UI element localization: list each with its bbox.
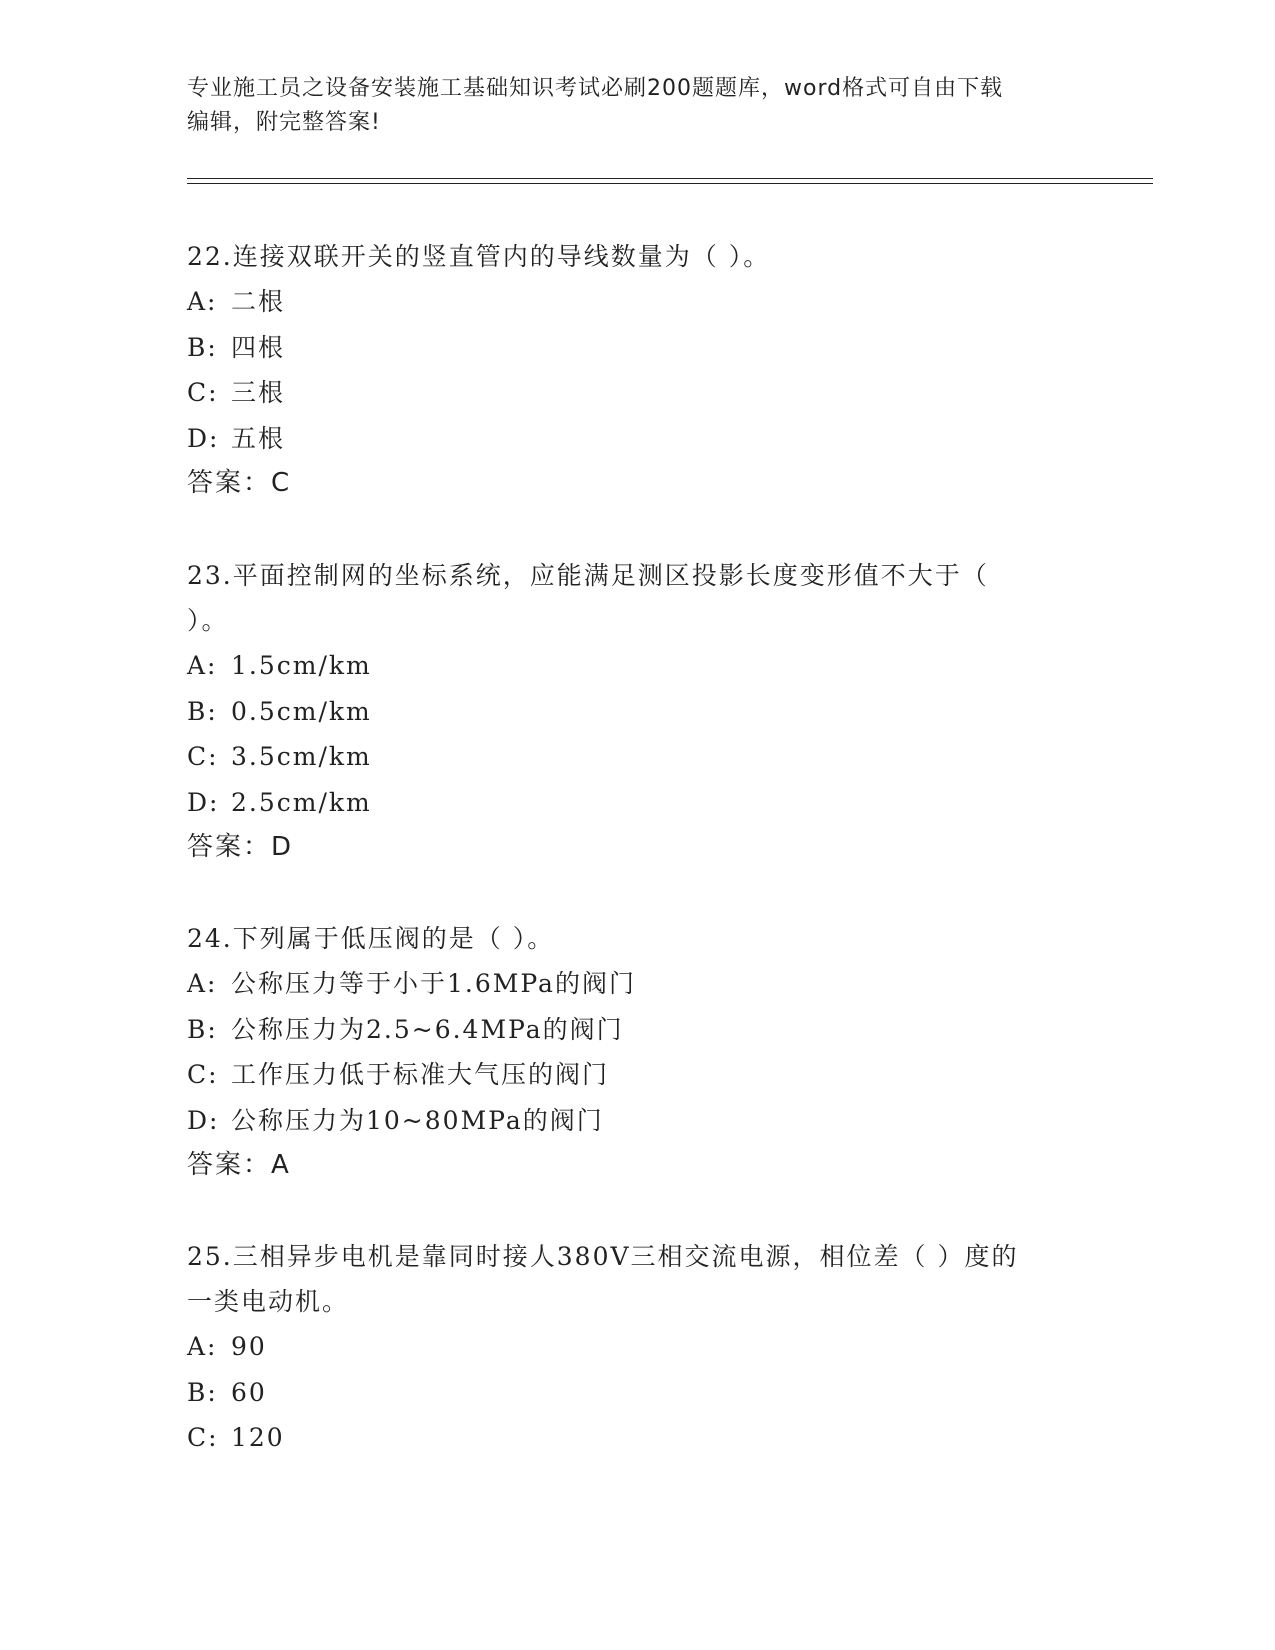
question-stem: 24.下列属于低压阀的是（ ）。 — [187, 924, 555, 953]
option-b — [187, 689, 1087, 735]
option-key: B: — [187, 1014, 218, 1044]
option-key: D: — [187, 787, 220, 817]
option-key: A: — [187, 287, 218, 316]
option-c — [187, 1415, 1087, 1461]
document-header — [187, 72, 1077, 140]
option-text: 1.5cm/km — [231, 651, 372, 680]
answer-line: 答案：A — [187, 1150, 291, 1180]
option-text: 0.5cm/km — [231, 696, 372, 726]
option-a — [187, 643, 1087, 689]
option-text: 公称压力为2.5~6.4MPa的阀门 — [231, 1014, 624, 1044]
option-text: 3.5cm/km — [231, 742, 372, 771]
question-23 — [187, 553, 1087, 870]
option-key: D: — [187, 423, 220, 453]
option-key: C: — [187, 378, 219, 407]
option-b — [187, 1370, 1087, 1416]
question-stem-line-1: 23.平面控制网的坐标系统，应能满足测区投影长度变形值不大于（ — [187, 561, 989, 590]
option-text: 90 — [231, 1332, 267, 1361]
question-stem-line-2: ）。 — [187, 606, 229, 635]
answer-line: 答案：C — [187, 468, 292, 498]
option-key: C: — [187, 742, 219, 771]
option-key: D: — [187, 1105, 220, 1135]
option-text: 三根 — [231, 378, 286, 407]
question-stem-line-1: 25.三相异步电机是靠同时接人380V三相交流电源，相位差（ ）度的 — [187, 1242, 1019, 1271]
option-text: 2.5cm/km — [231, 787, 372, 817]
option-key: B: — [187, 332, 218, 362]
option-b — [187, 1007, 1087, 1053]
option-key: B: — [187, 696, 218, 726]
option-c — [187, 370, 1087, 416]
option-d — [187, 1098, 1087, 1144]
option-key: C: — [187, 1060, 219, 1089]
option-d — [187, 780, 1087, 826]
option-text: 工作压力低于标准大气压的阀门 — [231, 1060, 610, 1089]
option-text: 二根 — [231, 287, 286, 316]
question-24 — [187, 916, 1087, 1188]
option-a — [187, 961, 1087, 1007]
option-a — [187, 279, 1087, 325]
header-divider-bottom — [187, 183, 1153, 184]
option-text: 公称压力等于小于1.6MPa的阀门 — [231, 969, 636, 998]
option-c — [187, 734, 1087, 780]
question-25 — [187, 1234, 1087, 1461]
header-title-line-1: 专业施工员之设备安装施工基础知识考试必刷200题题库，word格式可自由下载 — [187, 76, 1004, 101]
option-c — [187, 1052, 1087, 1098]
option-text: 四根 — [231, 332, 286, 362]
option-key: B: — [187, 1377, 218, 1407]
option-key: A: — [187, 969, 218, 998]
option-text: 120 — [231, 1423, 285, 1452]
question-stem-line-2: 一类电动机。 — [187, 1287, 350, 1316]
option-text: 公称压力为10~80MPa的阀门 — [231, 1105, 604, 1135]
option-key: A: — [187, 651, 218, 680]
header-divider-top — [187, 178, 1153, 179]
header-title-line-2: 编辑，附完整答案! — [187, 110, 381, 135]
option-b — [187, 325, 1087, 371]
option-key: C: — [187, 1423, 219, 1452]
question-22 — [187, 234, 1087, 506]
question-stem: 22.连接双联开关的竖直管内的导线数量为（ ）。 — [187, 242, 771, 271]
option-text: 60 — [231, 1377, 267, 1407]
option-key: A: — [187, 1332, 218, 1361]
option-d — [187, 416, 1087, 462]
answer-line: 答案：D — [187, 832, 294, 862]
option-text: 五根 — [231, 423, 286, 453]
option-a — [187, 1324, 1087, 1370]
